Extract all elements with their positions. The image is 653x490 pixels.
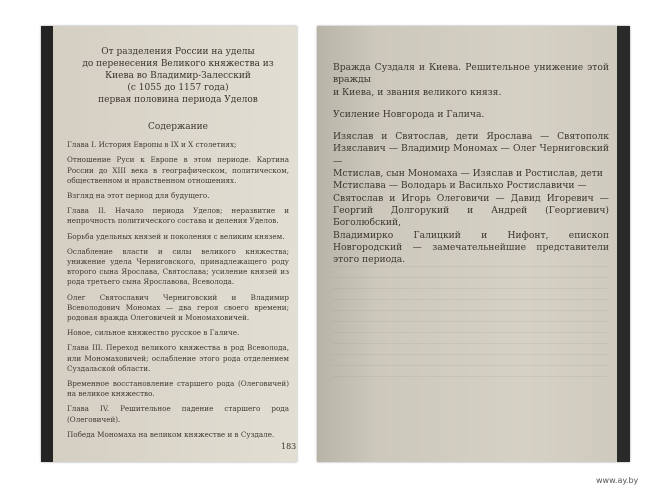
toc-item: Ослабление власти и силы великого княжества; унижение удела Черниговского, принадлежащего роду второго сына Ярослава, Святослава; усиление князей из рода третьего сына Ярославова, Всеволода. <box>67 246 289 287</box>
header-line: до перенесения Великого княжества из <box>82 59 274 69</box>
show-through-text <box>333 266 609 386</box>
right-page-photo <box>317 26 630 462</box>
paragraph-line: Вражда Суздаля и Киева. Решительное унижение этой вражды <box>333 62 609 86</box>
watermark: www.ay.by <box>596 476 639 485</box>
paragraph-line: Мстислава — Володарь и Васильхо Ростиславичи — <box>333 180 587 192</box>
left-page-text <box>67 46 289 445</box>
toc-item: Отношение Руси к Европе в этом периоде. Картина России до XIII века в географическом, политическом, общественном и нравственном отношениях. <box>67 155 289 185</box>
toc-item: Глава I. История Европы в IX и X столетиях; <box>67 140 237 150</box>
toc-item: Взгляд на этот период для будущего. <box>67 191 210 201</box>
header-line: Киева во Владимир-Залесский <box>105 71 251 81</box>
paragraph-line: Святослав и Игорь Олеговичи — Давид Игоревич — Георгий Долгорукий и Андрей (Георгиевич) Боголюбский, <box>333 192 609 229</box>
table-of-contents <box>67 140 289 440</box>
right-page-text <box>333 62 609 276</box>
paragraph-line: Владимирко Галицкий и Нифонт, епископ Новгородский — замечательнейшие представители этого периода. <box>333 229 609 266</box>
toc-item: Глава IV. Решительное падение старшего рода (Олеговичей). <box>67 404 289 424</box>
toc-item: Победа Мономаха на великом княжестве и в Суздале. <box>67 429 275 439</box>
right-book-page <box>317 26 617 462</box>
paragraph-line: Усиление Новгорода и Галича. <box>333 108 485 120</box>
paragraph-line: Мстислав, сын Мономаха — Изяслав и Ростислав, дети <box>333 168 603 180</box>
left-page-photo <box>41 26 297 462</box>
paragraph <box>333 131 609 266</box>
header-line: (с 1055 до 1157 года) <box>127 83 229 93</box>
toc-item: Временное восстановление старшего рода (Олеговичей) на великое княжество. <box>67 379 289 399</box>
toc-item: Глава III. Переход великого княжества в род Всеволода, или Мономаховичей; ослабление этого рода отделением Суздальской области. <box>67 343 289 373</box>
header-line: первая половина периода Уделов <box>98 95 258 105</box>
toc-item: Борьба удельных князей и поколения с великим князем. <box>67 231 285 241</box>
paragraph-line: и Киева, и звания великого князя. <box>333 86 502 98</box>
header-line: От разделения России на уделы <box>101 47 255 57</box>
paragraph-line: Изяслав и Святослав, дети Ярослава — Святополк Изяславич — Владимир Мономах — Олег Черниговский — <box>333 131 609 167</box>
toc-item: Новое, сильное княжество русское в Галиче. <box>67 328 240 338</box>
contents-title: Содержание <box>148 122 208 132</box>
left-book-page <box>53 26 297 462</box>
paragraph <box>333 109 609 121</box>
toc-item: Олег Святославич Черниговский и Владимир Всеволодович Мономах — два героя своего времени; родовая вражда Олеговичей и Мономаховичей. <box>67 292 289 323</box>
chapter-header <box>75 46 281 106</box>
toc-item: Глава II. Начало периода Уделов; неразвитие и непрочность политического состава и деления Уделов. <box>67 206 289 226</box>
page-number: 183 <box>281 442 297 451</box>
paragraph <box>333 62 609 99</box>
